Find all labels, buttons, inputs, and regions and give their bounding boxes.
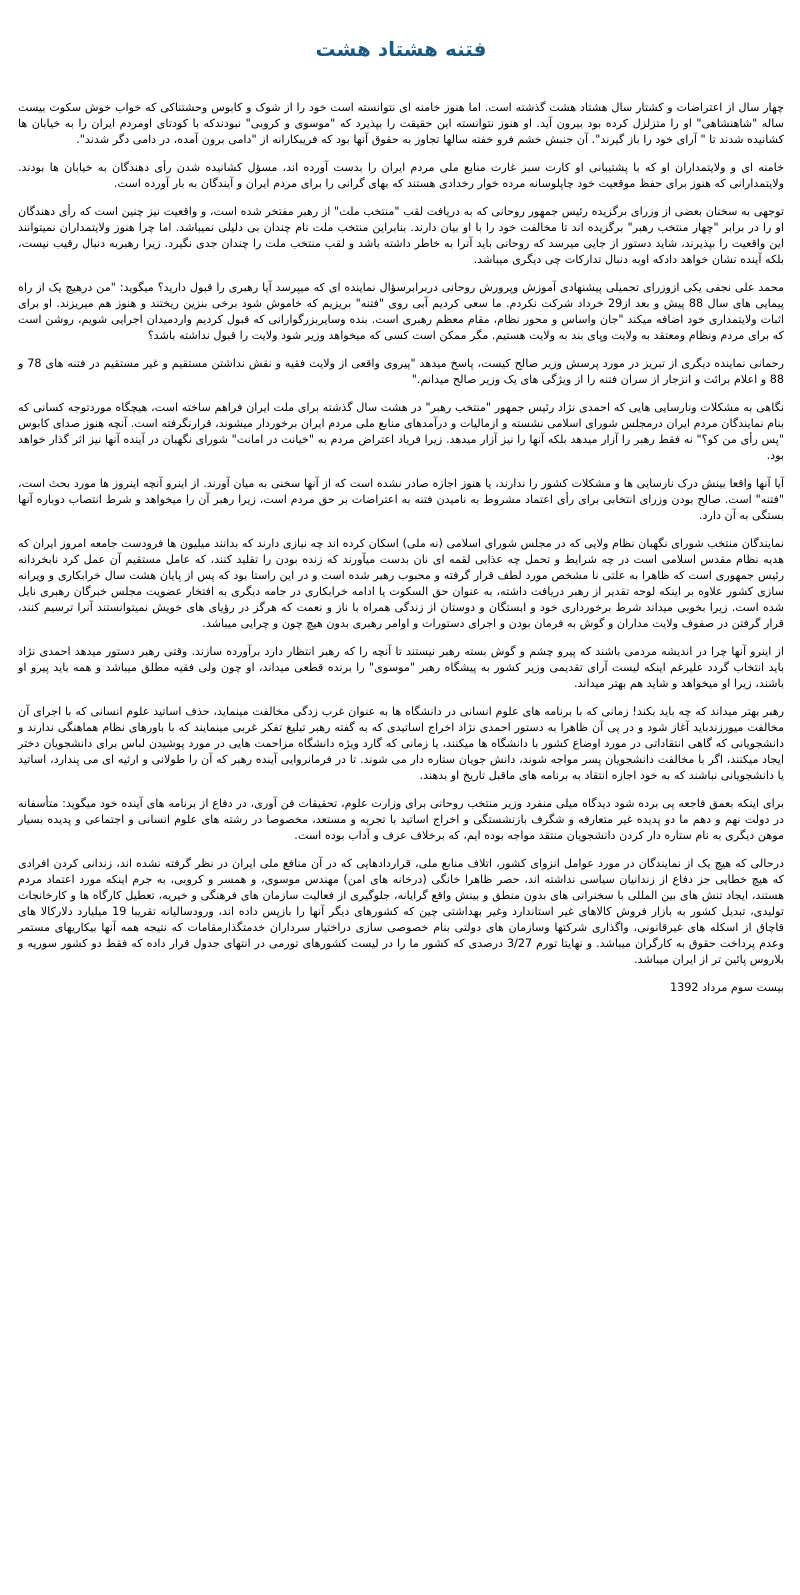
paragraph-9: از اینرو آنها چرا در اندیشه مردمی باشند که پیرو چشم و گوش بسته رهبر نیستند تا آنچه را که رهبر انتظار دارد برآورده سازند. وقتی رهبر دستور میدهد احمدی نژاد باید انتخاب گردد علیرغم اینکه لیست آرای تقدیمی وزیر کشور به پیشگاه رهبر "موسوی" را برنده قطعی میداند، او چون ولی فقیه مطلق میباشد و همه باید پیرو او باشند، زیرا او میخواهد و شاید هم بهتر میداند. [18,645,784,690]
paragraph-11: برای اینکه بعمق فاجعه پی برده شود دیدگاه میلی منفرد وزیر منتخب روحانی برای وزارت علوم، تحقیقات فن آوری، در دفاع از برنامه های آینده خود میگوید: متأسفانه در دولت نهم و دهم ما دو پدیده غیر متعارفه و شگرف بازنشستگی و اخراج اساتید با تجربه و مستعد، مخصوصا در رشته های علوم انسانی و اجتماعی و پدیده بسیار موهن دیگری به نام ستاره دار کردن دانشجویان منتقد مواجه بوده ایم، که برخلاف عرف و آداب بوده است. [18,797,784,842]
paragraph-1: چهار سال از اعتراضات و کشتار سال هشتاد هشت گذشته است. اما هنوز خامنه ای نتوانسته است خود را از شوک و کابوس وحشتناکی که خواب خوش سکوت بیست ساله "شاهنشاهی" او را متزلزل کرده بود بیرون آید. او هنوز نتوانسته این حقیقت را بپذیرد که "موسوی و کروبی" نبودندکه با کودتای اومردم ایران را به خیابان ها کشانیده شدند تا " آرای خود را باز گیرند". آن جنبش خشم فرو خفته سالها تجاوز به حقوق آنها بود که فریبکارانه از "دامی برون آمده، در دامی دگر شدند". [18,101,784,146]
paragraph-5: رحمانی نماینده دیگری از تبریز در مورد پرسش وزیر صالح کیست، پاسخ میدهد "پیروی واقعی از ولایت فقیه و نقش نداشتن مستقیم و غیر مستقیم در فتنه های 78 و 88 و اعلام برائت و انزجار از سران فتنه را از ویژگی های یک وزیر صالح میدانم." [18,357,784,386]
paragraph-12: درحالی که هیچ یک از نمایندگان در مورد عوامل انزوای کشور، اتلاف منابع ملی، قراردادهایی که در آن منافع ملی ایران در نظر گرفته نشده اند، زندانی کردن افرادی که هیچ خطایی جز دفاع از زندانیان سیاسی نداشته اند، حصر ظاهرا خانگی (درخانه های امن) مهندس موسوی، و همسر و کروبی، به جرم اینکه مورد اعتماد مردم هستند، ایجاد تنش های بین المللی با سخنرانی های بدون منطق و بینش واقع گرایانه، جلوگیری از فعالیت سازمان های فرهنگی و خیریه، تعطیل کارگاه ها و کارخانجات تولیدی، تبدیل کشور به بازار فروش کالاهای غیر استاندارد وغیر بهداشتی چین که کشورهای دیگر آنها را بازپس داده اند، ورودسالیانه تقریبا 19 میلیارد دلارکالا های قاچاق از اسکله های غیرقانونی، واگذاری شرکتها وسازمان های دولتی بنام خصوصی سازی دراختیار سرداران خدمتگذارمقامات که نتیجه همه آنها بیکاریهای مستمر وعدم پرداخت حقوق به کارگران میباشد. و نهایتا تورم 3/27 درصدی که کشور ما را در لیست کشورهای تورمی در انتهای جدول قرار داده که فقط دو کشور سوریه و بلاروس پائین تر از ایران میباشد. [18,857,784,966]
paragraph-2: خامنه ای و ولایتمداران او که با پشتیبانی او کارت سبز غارت منابع ملی مردم ایران را بدست آورده اند، مسؤل کشانیده شدن رأی دهندگان به خیابان ها بودند. ولایتمدارانی که هنوز برای حفظ موقعیت خود چاپلوسانه مرده خوار رخدادی هستند که بهای گرانی را برای مردم ایران و آیندگان به بار آورده است. [18,161,784,190]
paragraph-3: توجهی به سخنان بعضی از وزرای برگزیده رئیس جمهور روحانی که به دریافت لقب "منتخب ملت" از رهبر مفتخر شده است، و واقعیت نیز چنین است که رأی دهندگان او را در برابر "چهار منتخب رهبر" برگزیده اند تا مخالفت خود را با او بیان دارند. بنابراین منتخب ملت نام چندان بی دلیلی نمیباشد. اما چرا هنوز ولایتمداران نمیتوانند این واقعیت را بپذیرند، شاید دستور از جایی میرسد که روحانی باید آنرا به خاطر داشته باشد و لقب منتخب ملت را چندان جدی نگیرد. زیرا رهبربه دنبال رقیب نیست، بلکه آینده نشان خواهد دادکه اوبه دنبال تدارکات چی دیگری میباشد. [18,205,784,266]
paragraph-6: نگاهی به مشکلات ونارسایی هایی که احمدی نژاد رئیس جمهور "منتخب رهبر" در هشت سال گذشته برای ملت ایران فراهم ساخته است، هیچگاه موردتوجه کسانی که بنام نمایندگان مردم ایران درمجلس شورای اسلامی نشسته و ازمالیات و درآمدهای منابع ملی مردم ایران برخوردار میشوند، قرارنگرفته است. آنچه هنوز صدای کابوس "پس رأی من کو؟" نه فقط رهبر را آزار میدهد بلکه آنها را نیز آزار میدهد. زیرا فریاد اعتراض مردم به "خیانت در امانت" شورای نگهبان در آینده آنها نیز اثر گذار خواهد بود. [18,401,784,462]
paragraph-4: محمد علی نجفی یکی ازوزرای تحمیلی پیشنهادی آموزش وپرورش روحانی دربرابرسؤال نماینده ای که میپرسد آیا رهبری را قبول دارید؟ میگوید: "من درهیچ یک از راه پیمایی های سال 88 پیش و بعد از29 خرداد شرکت نکردم. ما سعی کردیم آبی روی "فتنه" بریزیم که خاموش شود برخی بنزین ریختند و هنوز هم میریزند. او برای اثبات ولایتمداری خود اضافه میکند "جان واساس و محور نظام، مقام معظم رهبری است. بنده وسایربزرگوارانی که قبول کردیم واردمیدان اجرایی شویم، روشن است که برای مردم ونظام ومعتقد به ولایت وپای بند به ولایت هستیم. مگر ممکن است کسی که میخواهد وزیر شود ولایت را قبول نداشته باشد؟ [18,281,785,342]
article-date: بیست سوم مرداد 1392 [670,981,784,994]
article-title: فتنه هشتاد هشت [315,37,487,61]
paragraph-10: رهبر بهتر میداند که چه باید بکند! زمانی که با برنامه های علوم انسانی در دانشگاه ها به عنوان غرب زدگی مخالفت مینماید، حذف اساتید علوم انسانی که با اجرای آن مخالفت میورزندباید آغاز شود و در پی آن ظاهرا به دستور احمدی نژاد اخراج اساتیدی که به گفته رهبر تبلیغ تفکر غربی مینمایند که با باورهای نظام هماهنگی ندارند و دانشجویانی که گاهی انتقاداتی در مورد اوضاع کشور با دانشگاه ها میکنند، یا زمانی که گارد ویژه دانشگاه مزاحمت هایی در مورد پوشیدن لباس برای دانشجویان دختر ایجاد میکنند، اگر با مخالفت دانشجویان پسر مواجه شوند، دانش جویان ستاره دار می شوند. تا در فرمانروایی آینده رهبر که آن را طولانی و ارثیه ای می پندارد، اساتید یا دانشجویانی نباشند که به خود اجازه انتقاد به برنامه های ماقبل تاریخ او بدهند. [18,705,784,782]
paragraph-8: نمایندگان منتخب شورای نگهبان نظام ولایی که در مجلس شورای اسلامی (نه ملی) اسکان کرده اند چه نیازی دارند که بدانند میلیون ها فرودست جامعه امروز ایران که هدیه نظام مقدس اسلامی است در چه شرایط و تحمل چه عذابی لقمه ای نان بدست میآورند که زنده بودن را تقلید کنند، که عامل مستقیم آن عمل کرد نابخردانه رئیس جمهوری است که ظاهرا به علتی نا مشخص مورد لطف قرار گرفته و محبوب رهبر شده است و در این راستا بود که پس از پایان هشت سال خرابکاری و ویرانه سازی کشور علاوه بر اینکه لوحه تقدیر از رهبر دریافت داشته، به عنوان حق السکوت یا ادامه خرابکاری در جامه دیگری به افتخار عضویت مجلس خبرگان رهبری نایل شده است. زیرا بخوبی میداند شرط برخورداری خود و ابستگان و دوستان از زندگی همراه با ناز و نعمت که هرگز در رؤیای های خویش نمیتوانستند آنرا ترسیم کنند، قرار گرفتن در صفوف ولایت مداران و گوش به فرمان بودن و اجرای دستورات و اوامر رهبری بدون هیچ چون و چرایی میباشد. [18,537,784,630]
paragraph-7: آیا آنها واقعا بینش درک نارسایی ها و مشکلات کشور را ندارند، یا هنوز اجازه صادر نشده است که از آنها سخنی به میان آورند. از اینرو آنچه اینروز ها مورد بحث است، "فتنه" است. صالح بودن وزرای انتخابی برای رأی اعتماد مشروط به نامیدن فتنه به اعتراضات بر حق مردم است، زیرا رهبر آن را میخواهد و شرط انتصاب دوباره آنها بستگی به آن دارد. [18,477,784,522]
